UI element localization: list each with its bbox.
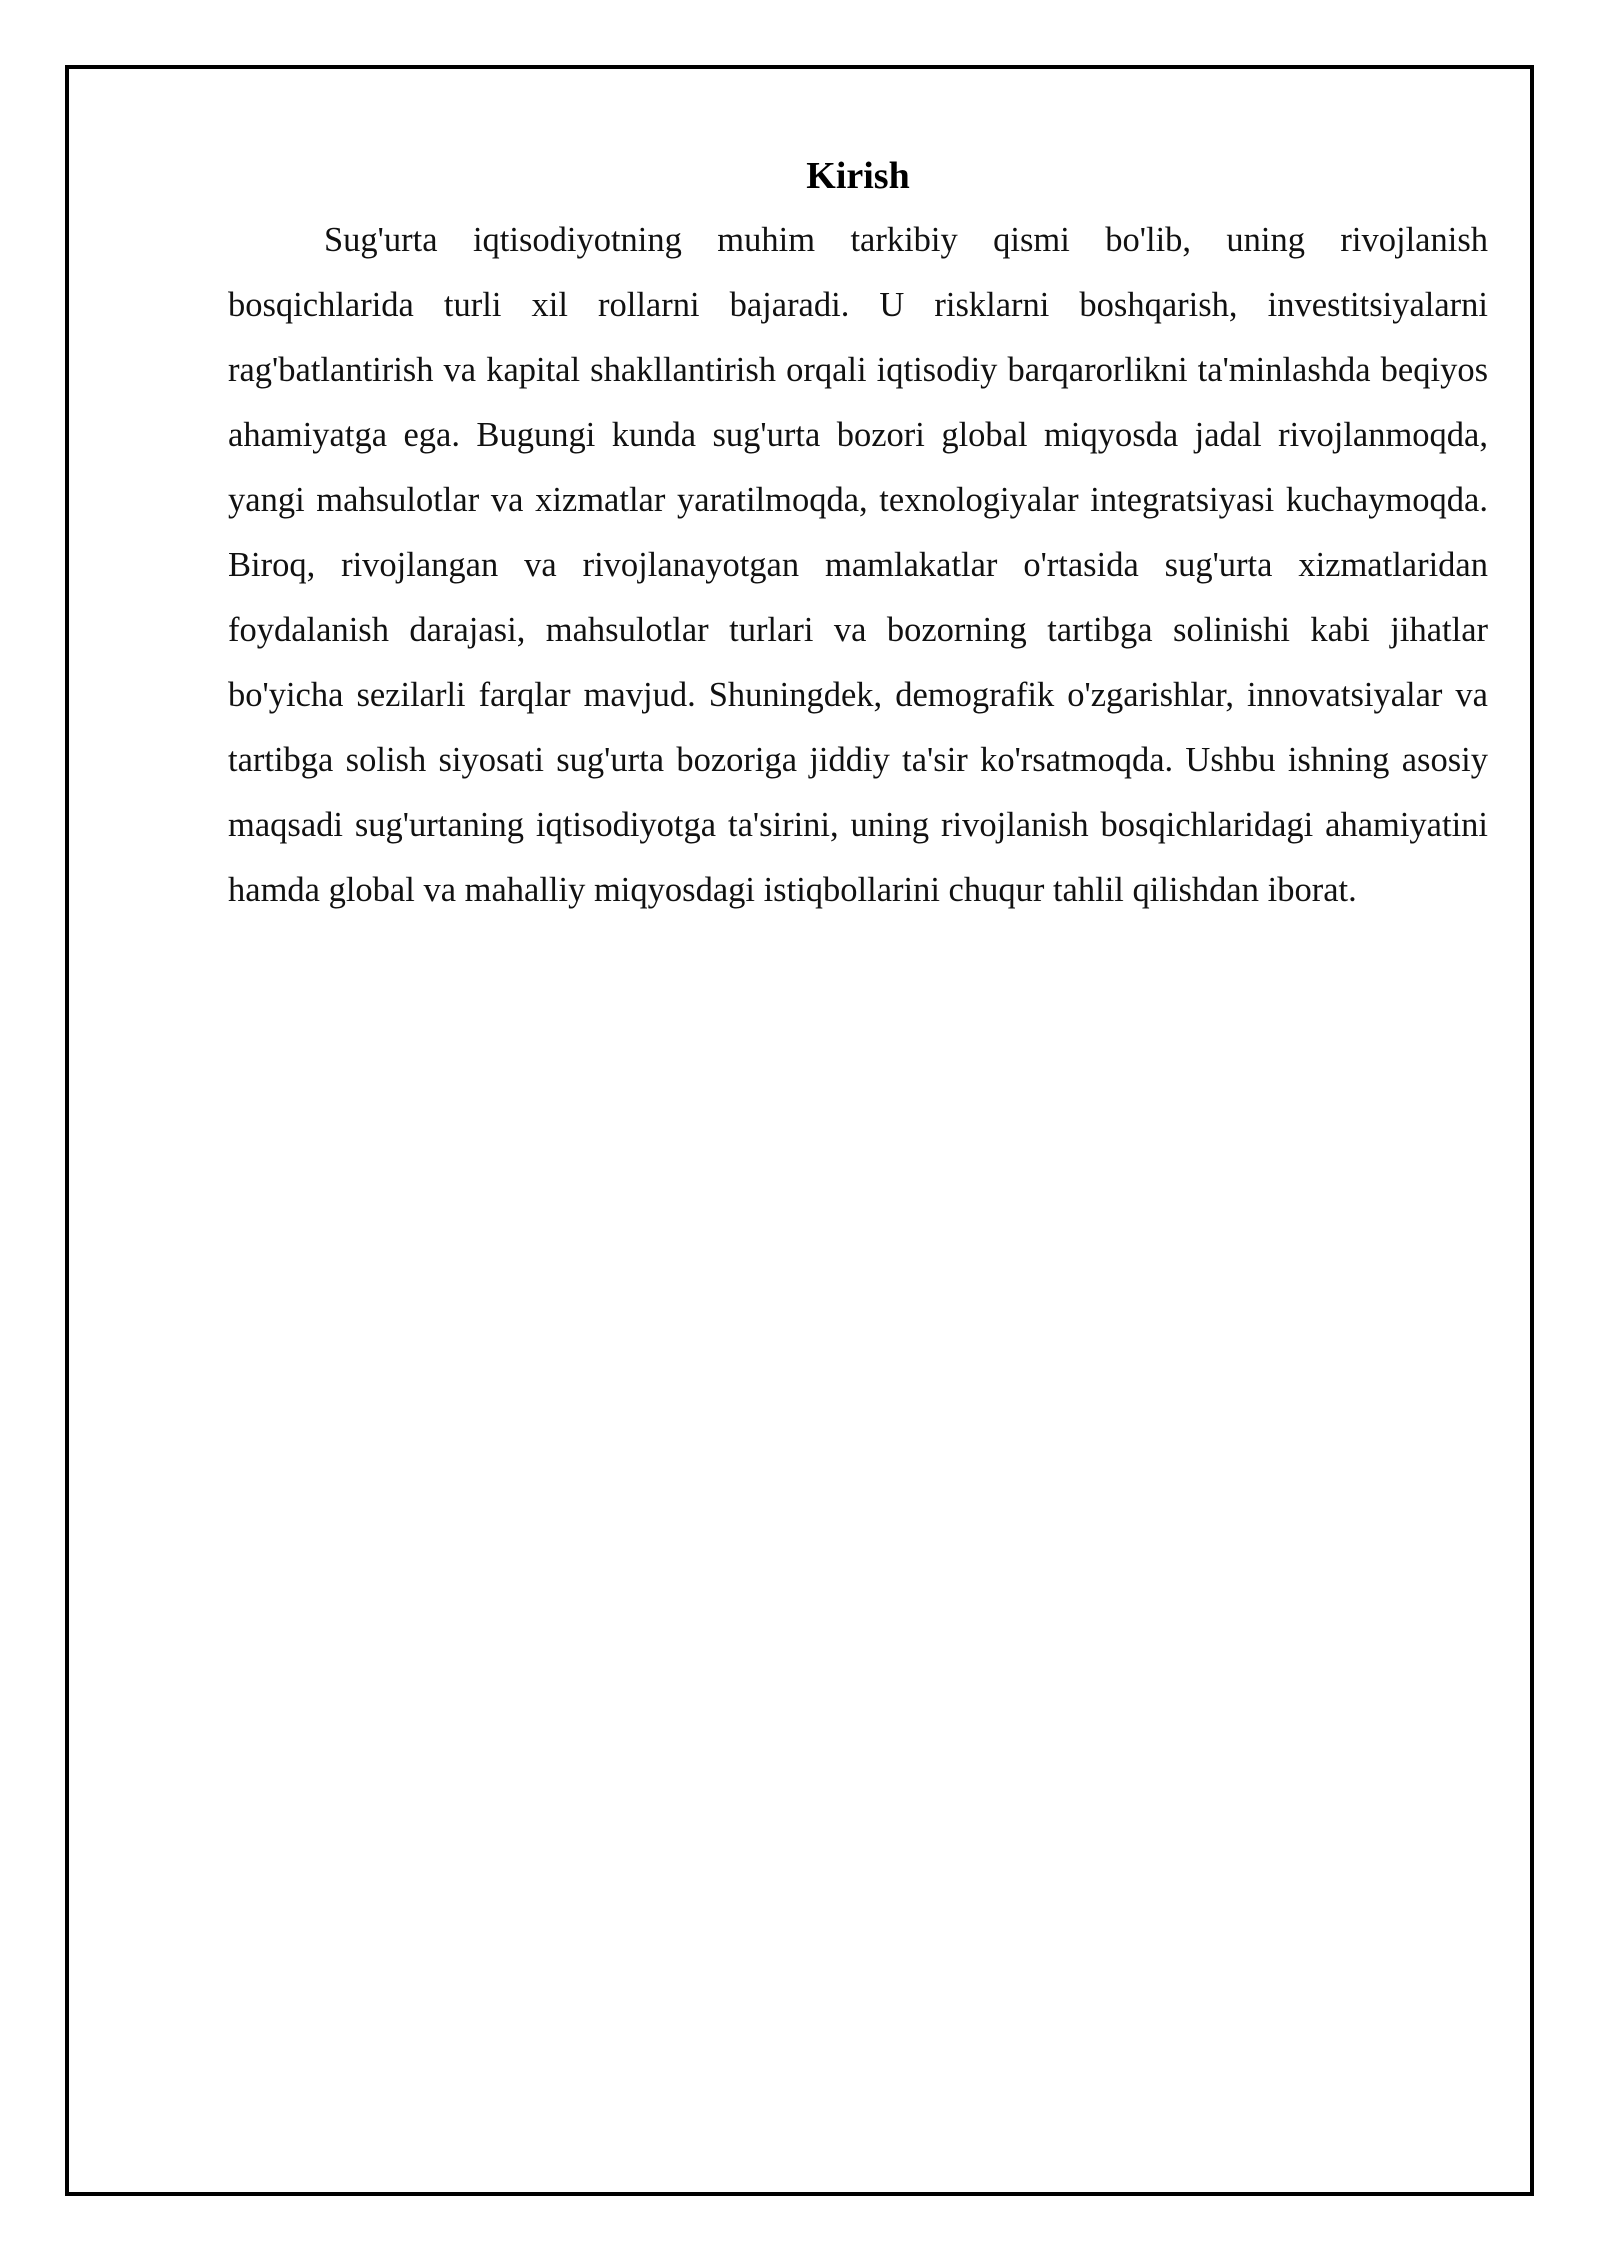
page-title: Kirish xyxy=(806,155,910,197)
intro-paragraph: Sug'urta iqtisodiyotning muhim tarkibiy qismi bo'lib, uning rivojlanish bosqichlarida turli xil rollarni bajaradi. U risklarni boshqarish, investitsiyalarni rag'batlantirish va kapital shakllantirish orqali iqtisodiy barqarorlikni ta'minlashda beqiyos ahamiyatga ega. Bugungi kunda sug'urta bozori global miqyosda jadal rivojlanmoqda, yangi mahsulotlar va xizmatlar yaratilmoqda, texnologiyalar integratsiyasi kuchaymoqda. Biroq, rivojlangan va rivojlanayotgan mamlakatlar o'rtasida sug'urta xizmatlaridan foydalanish darajasi, mahsulotlar turlari va bozorning tartibga solinishi kabi jihatlar bo'yicha sezilarli farqlar mavjud. Shuningdek, demografik o'zgarishlar, innovatsiyalar va tartibga solish siyosati sug'urta bozoriga jiddiy ta'sir ko'rsatmoqda. Ushbu ishning asosiy maqsadi sug'urtaning iqtisodiyotga ta'sirini, uning rivojlanish bosqichlaridagi ahamiyatini hamda global va mahalliy miqyosdagi istiqbollarini chuqur tahlil qilishdan iborat. xyxy=(228,221,1488,909)
document-body xyxy=(228,150,1488,923)
